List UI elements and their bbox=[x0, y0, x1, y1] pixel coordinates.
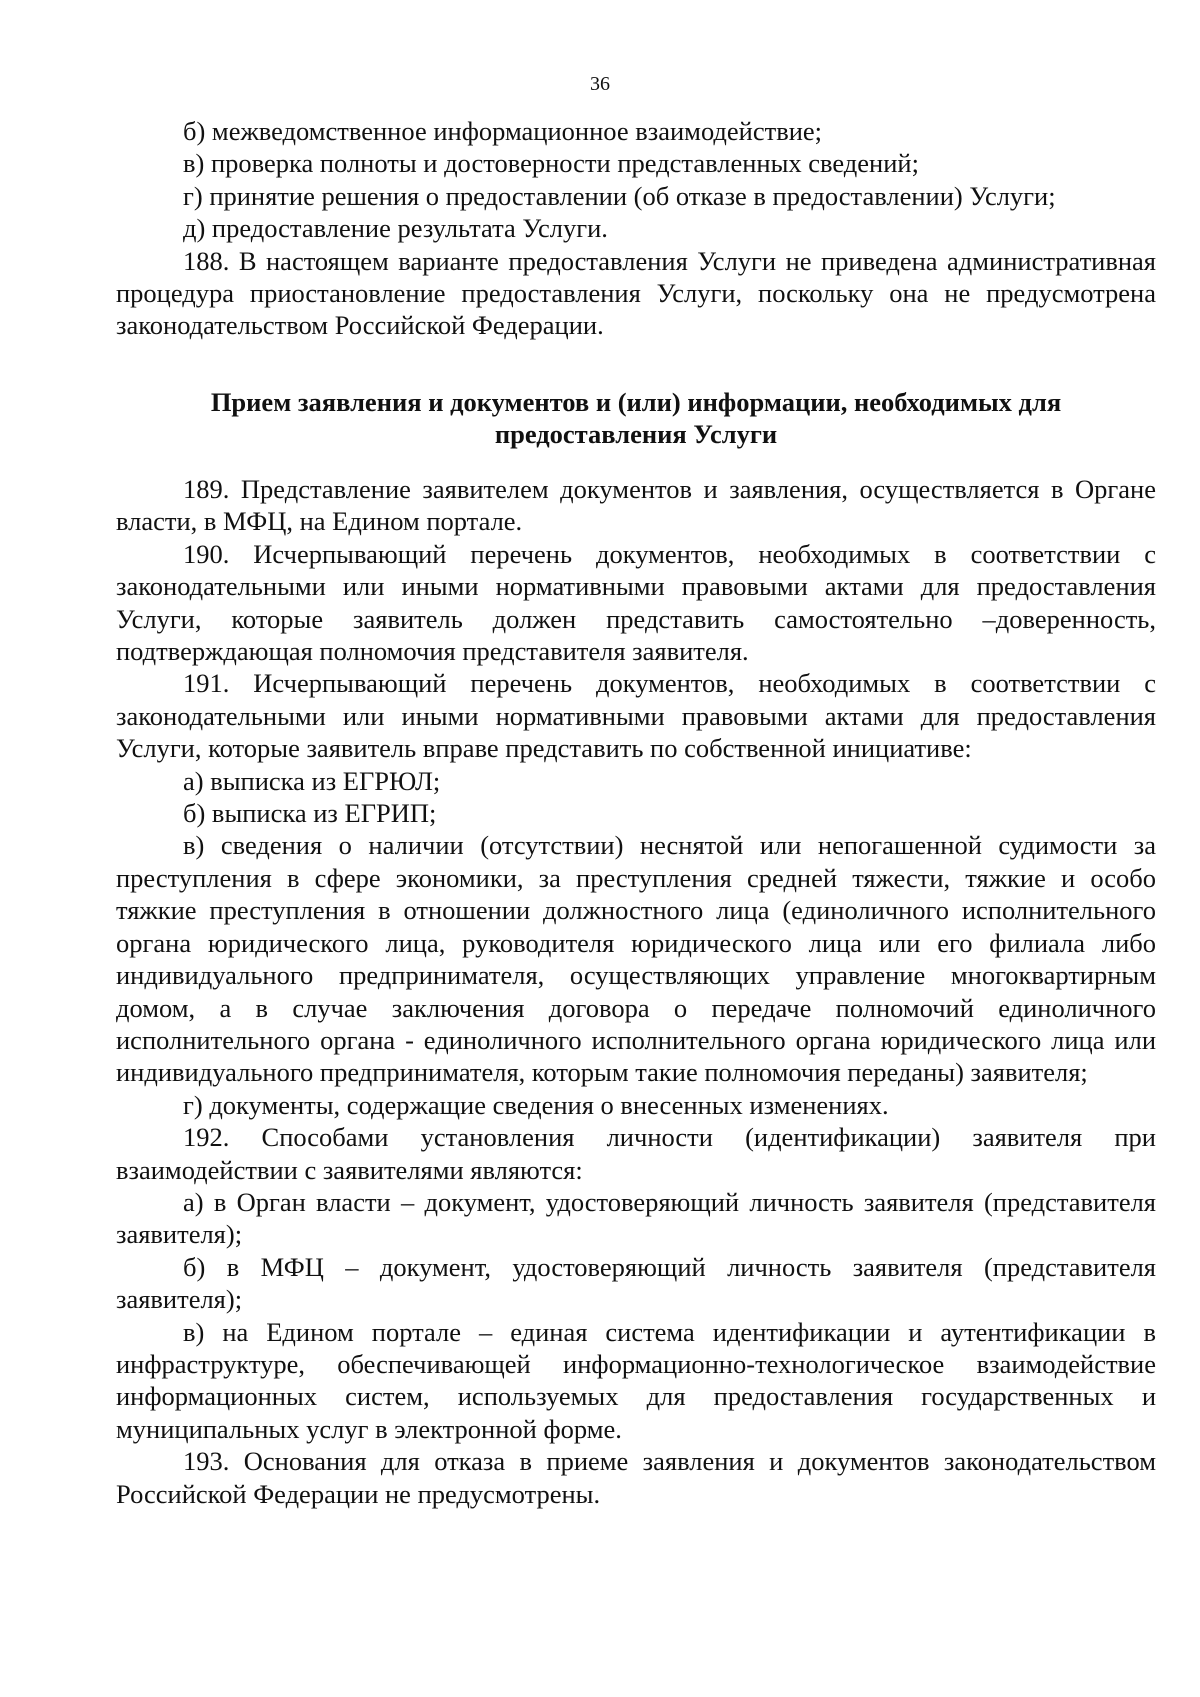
list-item-g-changes: г) документы, содержащие сведения о внесенных изменениях. bbox=[183, 1089, 889, 1120]
list-item-a-egrul: а) выписка из ЕГРЮЛ; bbox=[183, 765, 441, 796]
list-item-v-criminal-record: в) сведения о наличии (отсутствии) неснятой или непогашенной судимости за преступления в сфере экономики, за преступления средней тяжести, тяжкие и особо тяжкие преступления в отношении должностного лица (единоличного исполнительного органа юридического лица, руководителя юридического лица или его филиала либо индивидуального предпринимателя, осуществляющих управление многоквартирным домом, а в случае заключения договора о передаче полномочий единоличного исполнительного органа - единоличного исполнительного органа юридического лица или индивидуального предпринимателя, которым такие полномочия переданы) заявителя; bbox=[116, 830, 1156, 1088]
paragraph-190: 190. Исчерпывающий перечень документов, необходимых в соответствии с законодательными или иными нормативными правовыми актами для предоставления Услуги, которые заявитель должен представить самостоятельно –доверенность, подтверждающая полномочия представителя заявителя. bbox=[116, 538, 1156, 667]
list-item-b-egrip: б) выписка из ЕГРИП; bbox=[183, 798, 437, 829]
paragraph-189: 189. Представление заявителем документов и заявления, осуществляется в Органе власти, в МФЦ, на Едином портале. bbox=[116, 474, 1156, 537]
list-item-a-authority: а) в Орган власти – документ, удостоверяющий личность заявителя (представителя заявителя); bbox=[116, 1186, 1156, 1250]
list-item-d-result: д) предоставление результата Услуги. bbox=[183, 213, 608, 244]
paragraph-192: 192. Способами установления личности (идентификации) заявителя при взаимодействии с заявителями являются: bbox=[116, 1122, 1156, 1185]
paragraph-193: 193. Основания для отказа в приеме заявления и документов законодательством Российской Федерации не предусмотрены. bbox=[116, 1446, 1156, 1509]
paragraph-188: 188. В настоящем варианте предоставления Услуги не приведена административная процедура приостановление предоставления Услуги, поскольку она не предусмотрена законодательством Российской Федерации. bbox=[116, 245, 1156, 341]
paragraph-191: 191. Исчерпывающий перечень документов, необходимых в соответствии с законодательными или иными нормативными правовыми актами для предоставления Услуги, которые заявитель вправе представить по собственной инициативе: bbox=[116, 668, 1156, 764]
list-item-g-decision: г) принятие решения о предоставлении (об отказе в предоставлении) Услуги; bbox=[183, 180, 1056, 211]
main-paragraphs bbox=[116, 473, 1156, 1510]
section-heading-line-2: предоставления Услуги bbox=[494, 419, 778, 449]
page-number: 36 bbox=[590, 73, 610, 95]
list-item-b-mfc: б) в МФЦ – документ, удостоверяющий личность заявителя (представителя заявителя); bbox=[116, 1251, 1156, 1315]
list-item-v-verification: в) проверка полноты и достоверности представленных сведений; bbox=[183, 148, 919, 179]
list-item-v-portal: в) на Едином портале – единая система идентификации и аутентификации в инфраструктуре, обеспечивающей информационно-технологическое взаимодействие информационных систем, используемых для предоставления государственных и муниципальных услуг в электронной форме. bbox=[116, 1316, 1156, 1444]
section-heading-line-1: Прием заявления и документов и (или) информации, необходимых для bbox=[210, 387, 1062, 417]
list-item-b-interagency: б) межведомственное информационное взаимодействие; bbox=[183, 116, 823, 146]
top-paragraphs bbox=[116, 115, 1156, 342]
section-heading bbox=[116, 386, 1156, 450]
